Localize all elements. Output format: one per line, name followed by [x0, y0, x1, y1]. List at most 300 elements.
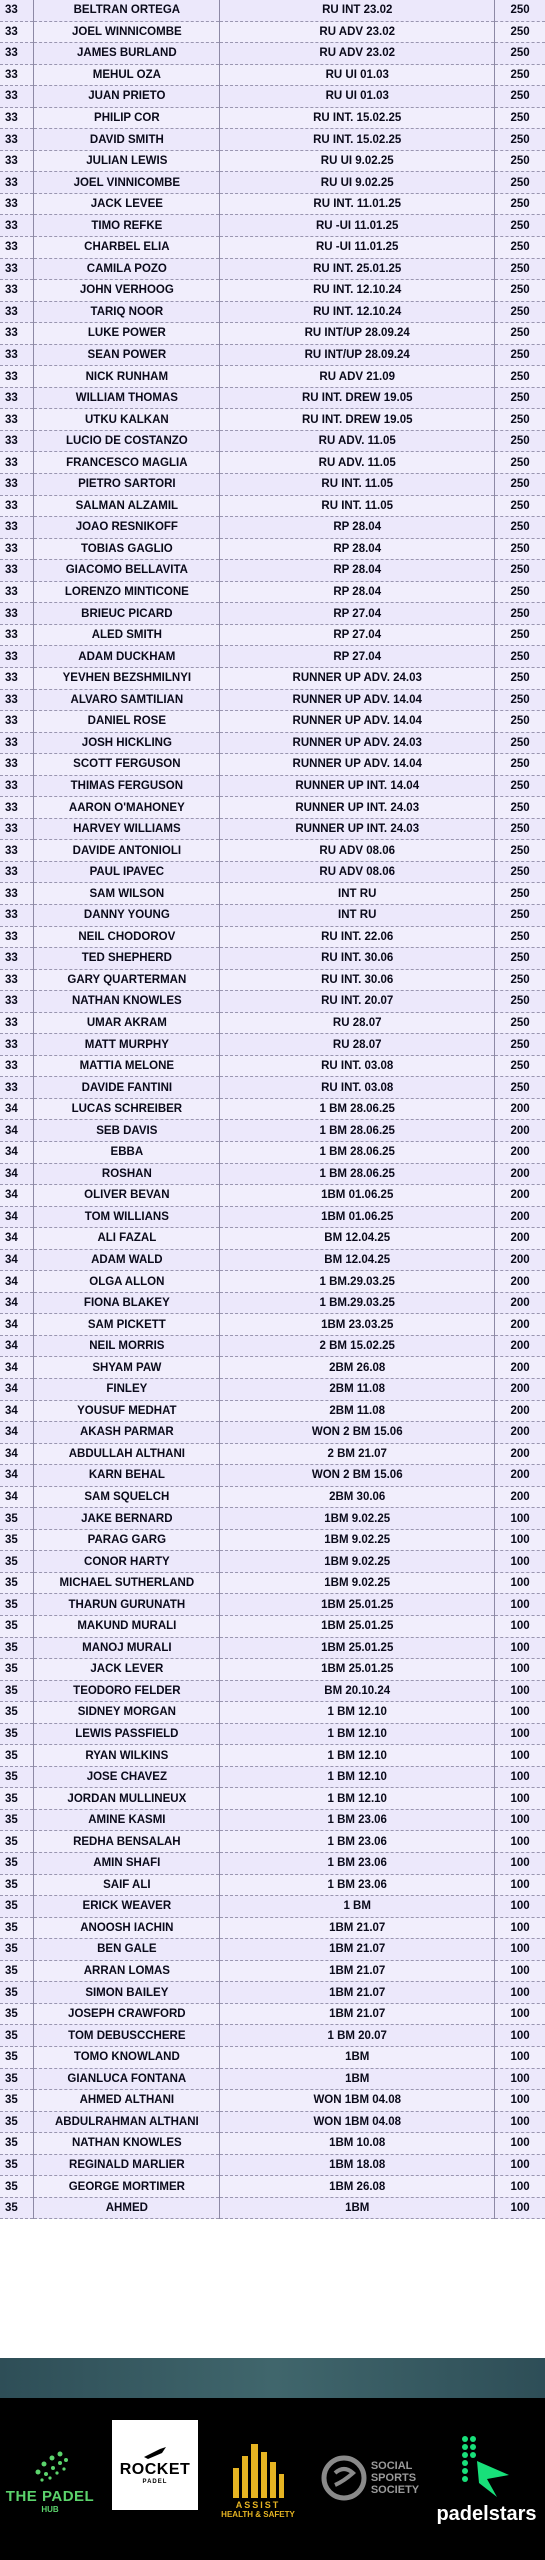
event-cell: 1 BM	[220, 1896, 495, 1918]
rank-cell: 35	[0, 1874, 34, 1896]
points-cell: 250	[495, 926, 545, 948]
rank-cell: 33	[0, 667, 34, 689]
player-name-cell: LUCAS SCHREIBER	[34, 1098, 220, 1120]
player-name-cell: SIDNEY MORGAN	[34, 1702, 220, 1724]
table-row	[0, 1874, 545, 1896]
player-name-cell: SAM WILSON	[34, 883, 220, 905]
table-row	[0, 1529, 545, 1551]
event-cell: 1BM 21.07	[220, 1982, 495, 2004]
points-cell: 250	[495, 107, 545, 129]
rank-cell: 35	[0, 1637, 34, 1659]
player-name-cell: FIONA BLAKEY	[34, 1292, 220, 1314]
event-cell: RUNNER UP ADV. 24.03	[220, 667, 495, 689]
table-row	[0, 646, 545, 668]
player-name-cell: ALVARO SAMTILIAN	[34, 689, 220, 711]
player-name-cell: ROSHAN	[34, 1163, 220, 1185]
event-cell: 1BM 21.07	[220, 2003, 495, 2025]
rank-cell: 35	[0, 1853, 34, 1875]
event-cell: 1BM	[220, 2197, 495, 2219]
player-name-cell: AHMED ALTHANI	[34, 2090, 220, 2112]
rank-cell: 34	[0, 1141, 34, 1163]
points-cell: 250	[495, 0, 545, 21]
player-name-cell: THIMAS FERGUSON	[34, 775, 220, 797]
table-row	[0, 1616, 545, 1638]
player-name-cell: SCOTT FERGUSON	[34, 754, 220, 776]
event-cell: RP 27.04	[220, 646, 495, 668]
player-name-cell: JULIAN LEWIS	[34, 150, 220, 172]
table-row	[0, 1809, 545, 1831]
player-name-cell: HARVEY WILLIAMS	[34, 818, 220, 840]
table-row	[0, 1939, 545, 1961]
rank-cell: 34	[0, 1271, 34, 1293]
event-cell: 1 BM 23.06	[220, 1853, 495, 1875]
table-row	[0, 1228, 545, 1250]
table-row	[0, 1637, 545, 1659]
event-cell: 1 BM 12.10	[220, 1788, 495, 1810]
points-cell: 250	[495, 818, 545, 840]
points-cell: 200	[495, 1206, 545, 1228]
table-row	[0, 215, 545, 237]
social-line2: SPORTS	[370, 2472, 417, 2484]
table-row	[0, 1335, 545, 1357]
rocket-name: ROCKET	[119, 2461, 191, 2478]
player-name-cell: ALED SMITH	[34, 624, 220, 646]
player-name-cell: WILLIAM THOMAS	[34, 387, 220, 409]
event-cell: RU INT. 03.08	[220, 1055, 495, 1077]
event-cell: 1 BM 12.10	[220, 1766, 495, 1788]
event-cell: RU INT/UP 28.09.24	[220, 344, 495, 366]
table-row	[0, 926, 545, 948]
event-cell: RU INT. 12.10.24	[220, 280, 495, 302]
table-row	[0, 366, 545, 388]
player-name-cell: MATT MURPHY	[34, 1034, 220, 1056]
event-cell: RU INT. 25.01.25	[220, 258, 495, 280]
points-cell: 250	[495, 430, 545, 452]
player-name-cell: TIMO REFKE	[34, 215, 220, 237]
event-cell: RP 27.04	[220, 603, 495, 625]
event-cell: 1 BM 28.06.25	[220, 1141, 495, 1163]
player-name-cell: DAVIDE FANTINI	[34, 1077, 220, 1099]
rank-cell: 34	[0, 1185, 34, 1207]
rank-cell: 33	[0, 969, 34, 991]
rank-cell: 34	[0, 1163, 34, 1185]
player-name-cell: MAKUND MURALI	[34, 1616, 220, 1638]
points-cell: 250	[495, 64, 545, 86]
points-cell: 250	[495, 366, 545, 388]
player-name-cell: JOEL VINNICOMBE	[34, 172, 220, 194]
points-cell: 250	[495, 689, 545, 711]
rank-cell: 35	[0, 1788, 34, 1810]
table-row	[0, 193, 545, 215]
player-name-cell: GEORGE MORTIMER	[34, 2176, 220, 2198]
event-cell: RP 28.04	[220, 517, 495, 539]
player-name-cell: MATTIA MELONE	[34, 1055, 220, 1077]
rank-cell: 33	[0, 991, 34, 1013]
table-row	[0, 1098, 545, 1120]
points-cell: 250	[495, 711, 545, 733]
event-cell: RU ADV 23.02	[220, 43, 495, 65]
table-row	[0, 452, 545, 474]
event-cell: 1 BM 28.06.25	[220, 1163, 495, 1185]
player-name-cell: GIACOMO BELLAVITA	[34, 560, 220, 582]
event-cell: RU -UI 11.01.25	[220, 237, 495, 259]
table-row	[0, 64, 545, 86]
rank-cell: 34	[0, 1422, 34, 1444]
player-name-cell: ADAM WALD	[34, 1249, 220, 1271]
event-cell: WON 1BM 04.08	[220, 2111, 495, 2133]
rank-cell: 33	[0, 86, 34, 108]
table-row	[0, 2197, 545, 2219]
table-row	[0, 1745, 545, 1767]
assist-building-icon	[223, 2438, 293, 2500]
table-row	[0, 2068, 545, 2090]
rank-cell: 33	[0, 948, 34, 970]
event-cell: 1BM 9.02.25	[220, 1529, 495, 1551]
rank-cell: 34	[0, 1465, 34, 1487]
player-name-cell: CHARBEL ELIA	[34, 237, 220, 259]
player-name-cell: JOSE CHAVEZ	[34, 1766, 220, 1788]
points-cell: 200	[495, 1357, 545, 1379]
player-name-cell: RYAN WILKINS	[34, 1745, 220, 1767]
table-row	[0, 107, 545, 129]
points-cell: 200	[495, 1400, 545, 1422]
rank-cell: 33	[0, 495, 34, 517]
points-cell: 200	[495, 1120, 545, 1142]
rank-cell: 35	[0, 1896, 34, 1918]
player-name-cell: PARAG GARG	[34, 1529, 220, 1551]
event-cell: 1BM 10.08	[220, 2133, 495, 2155]
table-row	[0, 129, 545, 151]
table-row	[0, 991, 545, 1013]
points-cell: 250	[495, 280, 545, 302]
points-cell: 250	[495, 1077, 545, 1099]
points-cell: 200	[495, 1163, 545, 1185]
points-cell: 250	[495, 517, 545, 539]
rank-cell: 35	[0, 2176, 34, 2198]
rank-cell: 35	[0, 1982, 34, 2004]
event-cell: RU UI 01.03	[220, 64, 495, 86]
rank-cell: 33	[0, 0, 34, 21]
points-cell: 100	[495, 1874, 545, 1896]
rank-cell: 34	[0, 1120, 34, 1142]
assist-name: ASSIST	[235, 2499, 281, 2510]
points-cell: 200	[495, 1141, 545, 1163]
points-cell: 250	[495, 193, 545, 215]
table-row	[0, 1185, 545, 1207]
rank-cell: 33	[0, 301, 34, 323]
table-row	[0, 1960, 545, 1982]
table-row	[0, 732, 545, 754]
event-cell: RP 28.04	[220, 581, 495, 603]
table-row	[0, 948, 545, 970]
rank-cell: 33	[0, 64, 34, 86]
table-row	[0, 1594, 545, 1616]
rank-cell: 33	[0, 581, 34, 603]
table-row	[0, 495, 545, 517]
player-name-cell: ALI FAZAL	[34, 1228, 220, 1250]
points-cell: 100	[495, 1616, 545, 1638]
player-name-cell: JAKE BERNARD	[34, 1508, 220, 1530]
event-cell: WON 2 BM 15.06	[220, 1465, 495, 1487]
points-cell: 250	[495, 646, 545, 668]
rank-cell: 33	[0, 560, 34, 582]
rank-cell: 35	[0, 1766, 34, 1788]
rank-cell: 35	[0, 2090, 34, 2112]
table-row	[0, 1659, 545, 1681]
table-row	[0, 1077, 545, 1099]
rank-cell: 33	[0, 129, 34, 151]
player-name-cell: UMAR AKRAM	[34, 1012, 220, 1034]
rocket-icon	[140, 2445, 170, 2461]
player-name-cell: GARY QUARTERMAN	[34, 969, 220, 991]
table-row	[0, 1012, 545, 1034]
rank-cell: 34	[0, 1379, 34, 1401]
points-cell: 250	[495, 172, 545, 194]
event-cell: RU ADV 21.09	[220, 366, 495, 388]
event-cell: 1 BM 23.06	[220, 1809, 495, 1831]
table-row	[0, 1853, 545, 1875]
points-cell: 250	[495, 387, 545, 409]
table-row	[0, 172, 545, 194]
table-row	[0, 624, 545, 646]
event-cell: 1 BM 20.07	[220, 2025, 495, 2047]
rank-cell: 35	[0, 2046, 34, 2068]
rank-cell: 33	[0, 237, 34, 259]
points-cell: 200	[495, 1249, 545, 1271]
rank-cell: 33	[0, 818, 34, 840]
event-cell: RU INT 23.02	[220, 0, 495, 21]
player-name-cell: SHYAM PAW	[34, 1357, 220, 1379]
rank-cell: 35	[0, 1508, 34, 1530]
player-name-cell: MANOJ MURALI	[34, 1637, 220, 1659]
player-name-cell: JORDAN MULLINEUX	[34, 1788, 220, 1810]
rank-cell: 33	[0, 624, 34, 646]
points-cell: 100	[495, 2133, 545, 2155]
rank-cell: 33	[0, 344, 34, 366]
rank-cell: 34	[0, 1098, 34, 1120]
table-row	[0, 861, 545, 883]
player-name-cell: SEAN POWER	[34, 344, 220, 366]
table-row	[0, 2176, 545, 2198]
table-row	[0, 560, 545, 582]
player-name-cell: PIETRO SARTORI	[34, 474, 220, 496]
event-cell: RP 27.04	[220, 624, 495, 646]
points-cell: 100	[495, 2197, 545, 2219]
event-cell: RUNNER UP ADV. 14.04	[220, 711, 495, 733]
event-cell: 1BM 26.08	[220, 2176, 495, 2198]
table-row	[0, 1141, 545, 1163]
points-cell: 100	[495, 1572, 545, 1594]
player-name-cell: AKASH PARMAR	[34, 1422, 220, 1444]
player-name-cell: BEN GALE	[34, 1939, 220, 1961]
player-name-cell: MICHAEL SUTHERLAND	[34, 1572, 220, 1594]
event-cell: RU UI 01.03	[220, 86, 495, 108]
rank-cell: 34	[0, 1249, 34, 1271]
assist-logo	[208, 2418, 308, 2538]
points-cell: 250	[495, 237, 545, 259]
player-name-cell: TOM WILLIANS	[34, 1206, 220, 1228]
points-cell: 100	[495, 1939, 545, 1961]
rank-cell: 34	[0, 1228, 34, 1250]
rank-cell: 33	[0, 517, 34, 539]
rank-cell: 35	[0, 1551, 34, 1573]
table-row	[0, 1982, 545, 2004]
table-row	[0, 409, 545, 431]
table-row	[0, 1055, 545, 1077]
padelstars-logo	[428, 2418, 545, 2538]
points-cell: 100	[495, 1788, 545, 1810]
event-cell: 1 BM.29.03.25	[220, 1292, 495, 1314]
table-row	[0, 86, 545, 108]
rank-cell: 33	[0, 732, 34, 754]
rank-cell: 34	[0, 1400, 34, 1422]
table-row	[0, 603, 545, 625]
points-cell: 100	[495, 1659, 545, 1681]
event-cell: RUNNER UP ADV. 14.04	[220, 689, 495, 711]
points-cell: 100	[495, 1508, 545, 1530]
points-cell: 250	[495, 840, 545, 862]
points-cell: 250	[495, 258, 545, 280]
points-cell: 100	[495, 1896, 545, 1918]
table-row	[0, 1702, 545, 1724]
player-name-cell: SALMAN ALZAMIL	[34, 495, 220, 517]
table-row	[0, 1766, 545, 1788]
table-row	[0, 2090, 545, 2112]
table-row	[0, 2003, 545, 2025]
event-cell: RU ADV 08.06	[220, 840, 495, 862]
event-cell: 1 BM 12.10	[220, 1723, 495, 1745]
player-name-cell: ANOOSH IACHIN	[34, 1917, 220, 1939]
table-row	[0, 1357, 545, 1379]
player-name-cell: KARN BEHAL	[34, 1465, 220, 1487]
player-name-cell: NATHAN KNOWLES	[34, 2133, 220, 2155]
event-cell: 1 BM 12.10	[220, 1745, 495, 1767]
points-cell: 200	[495, 1465, 545, 1487]
points-cell: 250	[495, 603, 545, 625]
rank-cell: 35	[0, 1594, 34, 1616]
event-cell: WON 2 BM 15.06	[220, 1422, 495, 1444]
rank-cell: 33	[0, 172, 34, 194]
table-row	[0, 711, 545, 733]
rank-cell: 35	[0, 1659, 34, 1681]
points-cell: 250	[495, 624, 545, 646]
table-row	[0, 517, 545, 539]
points-cell: 200	[495, 1314, 545, 1336]
points-cell: 250	[495, 991, 545, 1013]
rank-cell: 33	[0, 754, 34, 776]
player-name-cell: BELTRAN ORTEGA	[34, 0, 220, 21]
rank-cell: 33	[0, 474, 34, 496]
rank-cell: 33	[0, 323, 34, 345]
event-cell: 1BM 9.02.25	[220, 1551, 495, 1573]
player-name-cell: TOM DEBUSCCHERE	[34, 2025, 220, 2047]
points-cell: 100	[495, 1917, 545, 1939]
rank-cell: 33	[0, 21, 34, 43]
table-row	[0, 258, 545, 280]
player-name-cell: JOSH HICKLING	[34, 732, 220, 754]
player-name-cell: JOEL WINNICOMBE	[34, 21, 220, 43]
points-cell: 250	[495, 1034, 545, 1056]
table-row	[0, 1486, 545, 1508]
table-row	[0, 1314, 545, 1336]
rocket-sub: PADEL	[142, 2479, 168, 2485]
points-cell: 100	[495, 1809, 545, 1831]
padel-hub-logo	[0, 2418, 100, 2538]
rank-cell: 35	[0, 2154, 34, 2176]
player-name-cell: TED SHEPHERD	[34, 948, 220, 970]
points-cell: 250	[495, 495, 545, 517]
event-cell: RUNNER UP INT. 14.04	[220, 775, 495, 797]
event-cell: RUNNER UP ADV. 24.03	[220, 732, 495, 754]
points-cell: 250	[495, 409, 545, 431]
event-cell: 1BM 25.01.25	[220, 1637, 495, 1659]
table-row	[0, 280, 545, 302]
points-cell: 250	[495, 775, 545, 797]
rank-cell: 35	[0, 2003, 34, 2025]
table-row	[0, 818, 545, 840]
event-cell: RUNNER UP INT. 24.03	[220, 818, 495, 840]
rank-cell: 35	[0, 1939, 34, 1961]
table-row	[0, 1723, 545, 1745]
points-cell: 250	[495, 969, 545, 991]
player-name-cell: REGINALD MARLIER	[34, 2154, 220, 2176]
table-row	[0, 775, 545, 797]
points-cell: 100	[495, 1680, 545, 1702]
event-cell: BM 12.04.25	[220, 1249, 495, 1271]
event-cell: 1BM 01.06.25	[220, 1185, 495, 1207]
rank-cell: 35	[0, 2111, 34, 2133]
points-cell: 100	[495, 2176, 545, 2198]
rank-cell: 33	[0, 1034, 34, 1056]
player-name-cell: DANIEL ROSE	[34, 711, 220, 733]
table-row	[0, 1551, 545, 1573]
decorative-strip	[0, 2358, 545, 2398]
points-cell: 250	[495, 667, 545, 689]
player-name-cell: LUCIO DE COSTANZO	[34, 430, 220, 452]
player-name-cell: OLGA ALLON	[34, 1271, 220, 1293]
rank-cell: 33	[0, 711, 34, 733]
player-name-cell: ABDULRAHMAN ALTHANI	[34, 2111, 220, 2133]
event-cell: 2BM 11.08	[220, 1400, 495, 1422]
points-cell: 100	[495, 2154, 545, 2176]
table-row	[0, 969, 545, 991]
social-line1: SOCIAL	[370, 2460, 413, 2472]
rank-cell: 33	[0, 904, 34, 926]
player-name-cell: YEVHEN BEZSHMILNYI	[34, 667, 220, 689]
table-row	[0, 1271, 545, 1293]
rank-cell: 33	[0, 258, 34, 280]
social-line3: SOCIETY	[370, 2484, 420, 2496]
player-name-cell: UTKU KALKAN	[34, 409, 220, 431]
points-cell: 200	[495, 1098, 545, 1120]
event-cell: RU INT. DREW 19.05	[220, 387, 495, 409]
event-cell: 1BM	[220, 2068, 495, 2090]
table-row	[0, 1379, 545, 1401]
table-row	[0, 21, 545, 43]
player-name-cell: JOAO RESNIKOFF	[34, 517, 220, 539]
points-cell: 100	[495, 2046, 545, 2068]
event-cell: 1BM 9.02.25	[220, 1508, 495, 1530]
rank-cell: 35	[0, 1572, 34, 1594]
points-cell: 200	[495, 1271, 545, 1293]
player-name-cell: SAM PICKETT	[34, 1314, 220, 1336]
player-name-cell: ERICK WEAVER	[34, 1896, 220, 1918]
event-cell: INT RU	[220, 904, 495, 926]
rank-cell: 33	[0, 150, 34, 172]
points-cell: 250	[495, 754, 545, 776]
points-cell: 200	[495, 1379, 545, 1401]
player-name-cell: ADAM DUCKHAM	[34, 646, 220, 668]
